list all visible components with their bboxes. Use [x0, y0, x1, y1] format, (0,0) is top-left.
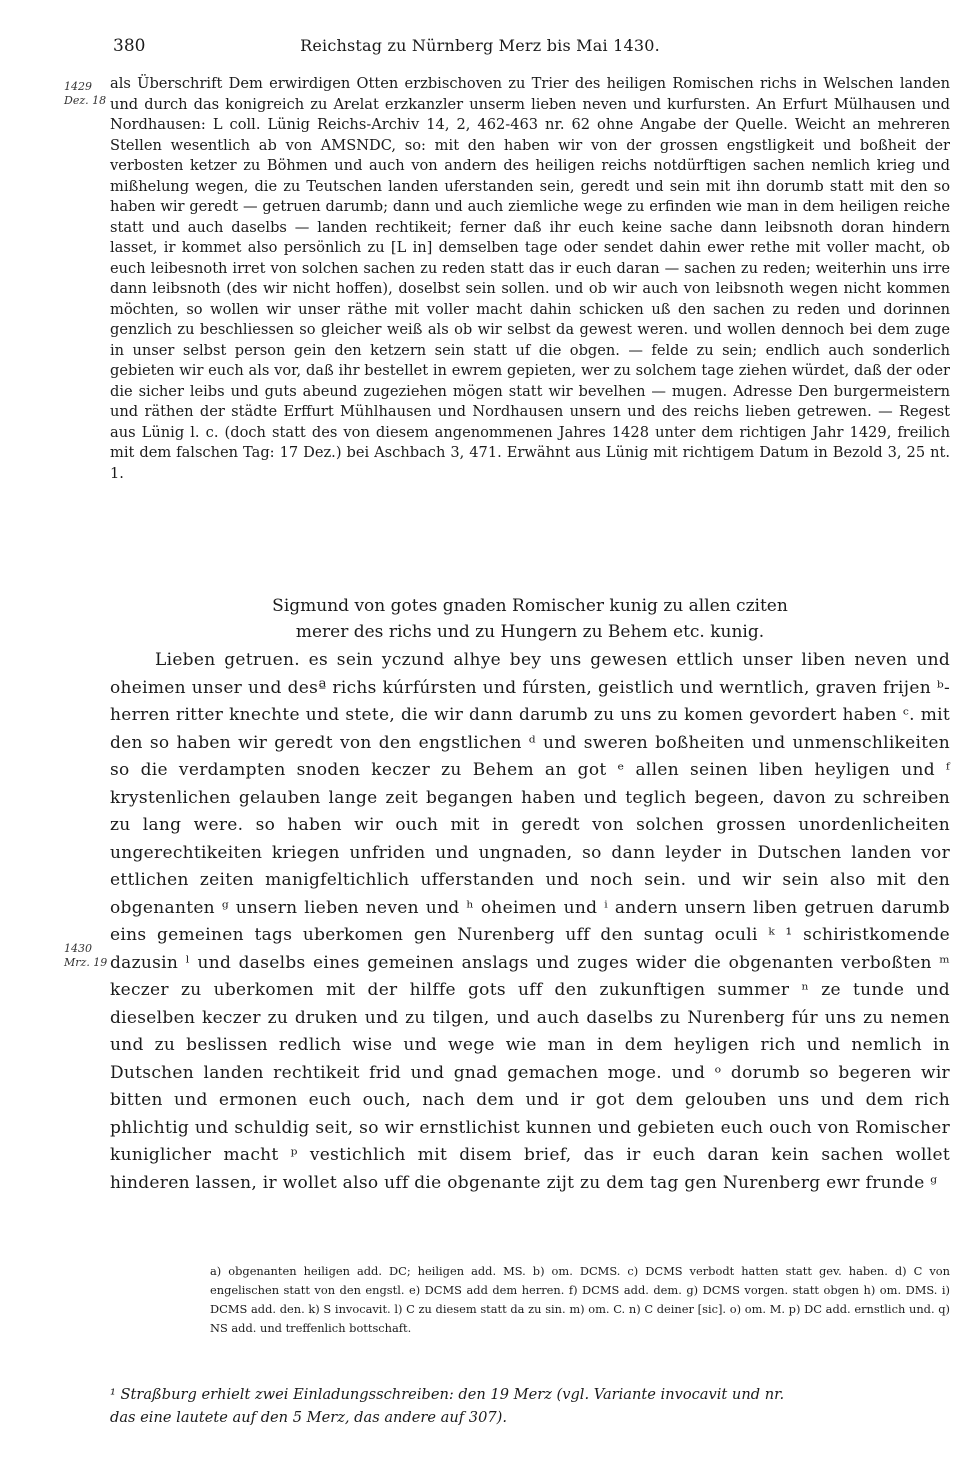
margin-date-2 — [64, 942, 107, 970]
letter-body — [110, 647, 950, 1197]
footnote — [110, 1383, 950, 1429]
page-number: 380 — [113, 36, 146, 56]
footnote-line-2: das eine lautete auf den 5 Merz, das andere auf 307). — [110, 1409, 507, 1426]
letter-text: Lieben getruen. es sein yczund alhye bey uns gewesen ettlich unser liben neven und oheimen unser und desª richs kúrfúrsten und fúrsten, geistlich und werntlich, graven frijen ᵇ-herren ritter knechte und stete, die wir dann darumb zu uns zu komen gevordert haben ᶜ. mit den so haben wir geredt von den engstlichen ᵈ und sweren boßheiten und unmenschlikeiten so die verdampten snoden keczer zu Behem an got ᵉ allen seinen liben heyligen und ᶠ krystenlichen gelauben lange zeit begangen haben und teglich begeen, davon zu schreiben zu lang were. so haben wir ouch mit in geredt von solchen grossen unordenlicheiten ungerechtikeiten kriegen unfriden und ungnaden, so dann leyder in Dutschen landen vor ettlichen zeiten manigfeltichlich ufferstanden und noch sein. und wir sein also mit den obgenanten ᵍ unsern lieben neven und ʰ oheimen und ⁱ andern unsern liben getruen darumb eins gemeinen tags uberkomen gen Nurenberg uff den suntag oculi ᵏ ¹ schiristkomende dazusin ˡ und daselbs eines gemeinen anslags und zuges wider die obgenanten verboßten ᵐ keczer zu uberkomen mit der hilffe gots uff den zukunftigen summer ⁿ ze tunde und dieselben keczer zu druken und zu tilgen, und auch daselbs zu Nurenberg fúr uns zu nemen und zu beslissen redlich wise und wege wie man in dem heyligen rich und nemlich in Dutschen landen rechtikeit frid und gnad gemachen moge. und ᵒ dorumb so begeren wir bitten und ermonen euch ouch, nach dem und ir got dem gelouben uns und dem rich phlichtig und schuldig seit, so wir ernstlichist kunnen und gebieten euch ouch von Romischer kuniglicher macht ᵖ vestichlich mit disem brief, das ir euch daran kein sachen wollet hinderen lassen, ir wollet also uff die obgenante zijt zu dem tag gen Nurenberg ewr frunde ᵍ — [110, 650, 950, 1193]
intro-text: als Überschrift Dem erwirdigen Otten erzbischoven zu Trier des heiligen Romischen richs in Welschen landen und durch das konigreich zu Arelat erzkanzler unserm lieben neven und kurfursten. An Erfurt Mülhausen und Nordhausen: L coll. Lünig Reichs-Archiv 14, 2, 462-463 nr. 62 ohne Angabe der Quelle. Weicht an mehreren Stellen wesentlich ab von AMSNDC, so: mit den haben wir von der grossen engstligkeit und boßheit der verbosten ketzer zu Böhmen und auch von andern des heiligen reichs notdürftigen sachen nemlich krieg und mißhelung wegen, die zu Teutschen landen uferstanden sein, geredt und sein mit ihn dorumb statt mit den so haben wir geredt — getruen darumb; dann und auch ziemliche wege zu erfinden wie man in dem heiligen reiche statt und auch daselbs — landen rechtikeit; ferner daß ihr euch keine sache dann leibsnoth doran hindern lasset, ir kommet also persönlich zu [L in] demselben tage oder sendet dahin ewer rethe mit voller macht, ob euch leibesnoth irret von solchen sachen zu reden statt das ir euch daran — sachen zu reden; weiterhin uns irre dann leibsnoth (des wir nicht hoffen), doselbst sein sollen. und ob wir auch von leibsnoth wegen nicht kommen möchten, so wollen wir unser räthe mit voller macht dahin schicken uß den sachen zu reden und dorinnen genzlich zu beschliessen so gleicher weiß als ob wir selbst da gewest weren. und wollen dennoch bei dem zuge in unser selbst person gein den ketzern sein statt uf die obgen. — felde zu sein; endlich auch sonderlich gebieten wir euch als vor, daß ihr bestellet in ewrem gepieten, wer zu solchem tage ziehen würdet, daß der oder die sicher leibs und guts abeund zugeziehen mögen statt wir bevelhen — mugen. Adresse Den burgermeistern und räthen der städte Erffurt Mühlhausen und Nordhausen unsern und des reichs lieben getrewen. — Regest aus Lünig l. c. (doch statt des von diesem angenommenen Jahres 1428 unter dem richtigen Jahr 1429, freilich mit dem falschen Tag: 17 Dez.) bei Aschbach 3, 471. Erwähnt aus Lünig mit richtigem Datum in Bezold 3, 25 nt. 1. — [110, 75, 950, 482]
margin-date-1-year: 1429 — [64, 80, 92, 93]
variant-notes — [210, 1262, 950, 1338]
variant-text: a) obgenanten heiligen add. DC; heiligen add. MS. b) om. DCMS. c) DCMS verbodt hatten statt gev. haben. d) C von engelischen statt von den engstl. e) DCMS add dem herren. f) DCMS add. dem. g) DCMS vorgen. statt obgen h) om. DMS. i) DCMS add. den. k) S invocavit. l) C zu diesem statt da zu sin. m) om. C. n) C deiner [sic]. o) om. M. p) DC add. ernstlich und. q) NS add. und treffenlich bottschaft. — [210, 1264, 950, 1335]
running-title: Reichstag zu Nürnberg Merz bis Mai 1430. — [300, 36, 660, 55]
margin-date-2-year: 1430 — [64, 942, 92, 955]
address-line-2: merer des richs und zu Hungern zu Behem etc. kunig. — [295, 622, 765, 642]
page-header — [0, 36, 960, 60]
margin-date-1-day: Dez. 18 — [64, 94, 107, 107]
letter-address — [110, 593, 950, 645]
footnote-line-1: ¹ Straßburg erhielt zwei Einladungsschreiben: den 19 Merz (vgl. Variante invocavit und nr. — [110, 1386, 785, 1403]
margin-date-2-day: Mrz. 19 — [64, 956, 108, 969]
margin-date-1 — [64, 80, 106, 108]
introductory-note — [110, 74, 950, 484]
address-line-1: Sigmund von gotes gnaden Romischer kunig zu allen cziten — [272, 596, 788, 616]
